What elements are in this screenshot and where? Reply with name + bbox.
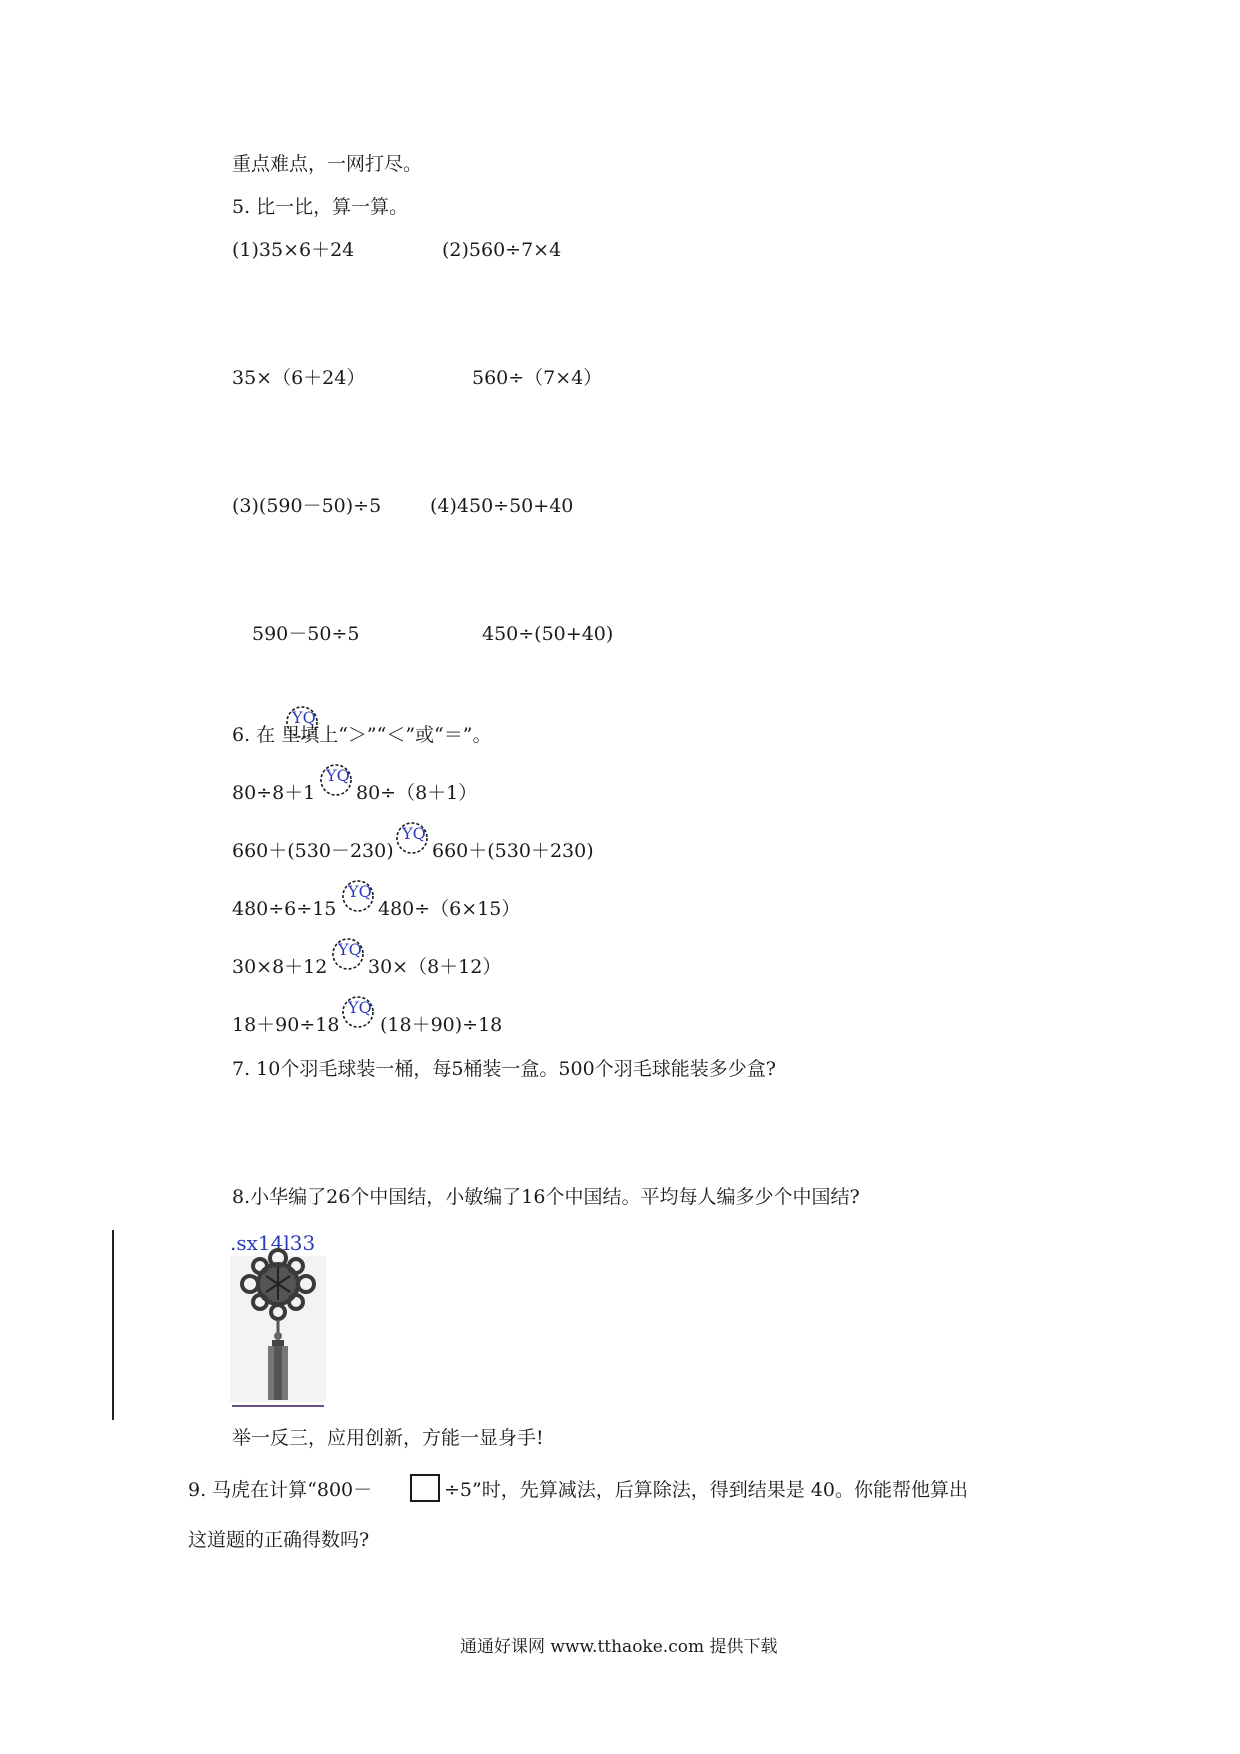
svg-text:YQ: YQ <box>348 882 372 901</box>
comparison-circle-icon <box>340 878 376 914</box>
q6-row-5-right: (18＋90)÷18 <box>380 1014 503 1036</box>
section-heading-application: 举一反三，应用创新，方能一显身手! <box>232 1427 544 1449</box>
q5-problem-3: (3)(590－50)÷5 <box>232 495 382 517</box>
q6-row-2-left: 660＋(530－230) <box>232 840 394 862</box>
q6-row-3-right: 480÷（6×15） <box>378 898 521 920</box>
q6-row-5-left: 18＋90÷18 <box>232 1014 340 1036</box>
q6-row-4-left: 30×8＋12 <box>232 956 328 978</box>
question-8-text: 8.小华编了26个中国结，小敏编了16个中国结。平均每人编多少个中国结? <box>232 1186 860 1208</box>
question-9-text-before-box: 9. 马虎在计算“800－ <box>188 1479 373 1501</box>
q5-problem-4b: 450÷(50+40) <box>482 623 614 645</box>
question-6-title: 6. 在 里填上“＞”“＜”或“＝”。 <box>232 724 492 746</box>
q6-row-1-left: 80÷8＋1 <box>232 782 316 804</box>
svg-text:YQ: YQ <box>402 824 426 843</box>
figure-caption: .sx14l33 <box>230 1231 316 1255</box>
q6-row-1-right: 80÷（8＋1） <box>356 782 478 804</box>
question-5-title: 5. 比一比，算一算。 <box>232 196 409 218</box>
q5-problem-1: (1)35×6＋24 <box>232 239 355 261</box>
svg-text:YQ: YQ <box>338 940 362 959</box>
q6-row-2-right: 660＋(530＋230) <box>432 840 594 862</box>
comparison-circle-icon <box>318 762 354 798</box>
question-9-line-2: 这道题的正确得数吗? <box>188 1529 370 1551</box>
section-heading-key-points: 重点难点，一网打尽。 <box>232 153 423 175</box>
question-9-text-after-box: ÷5”时，先算减法，后算除法，得到结果是 40。你能帮他算出 <box>444 1479 968 1501</box>
comparison-circle-icon <box>284 704 320 740</box>
svg-text:YQ: YQ <box>326 766 350 785</box>
comparison-circle-icon <box>330 936 366 972</box>
comparison-circle-icon <box>340 994 376 1030</box>
answer-box[interactable] <box>410 1474 440 1502</box>
figure-underline <box>232 1405 324 1407</box>
question-7-text: 7. 10个羽毛球装一桶，每5桶装一盒。500个羽毛球能装多少盒? <box>232 1058 776 1080</box>
q6-row-3-left: 480÷6÷15 <box>232 898 337 920</box>
footer-source: 通通好课网 www.tthaoke.com 提供下载 <box>460 1637 778 1657</box>
q6-row-4-right: 30×（8＋12） <box>368 956 502 978</box>
q5-problem-3b: 590－50÷5 <box>252 623 360 645</box>
margin-rule <box>112 1230 114 1420</box>
q5-problem-2b: 560÷（7×4） <box>472 367 603 389</box>
svg-text:YQ: YQ <box>348 998 372 1017</box>
comparison-circle-icon <box>394 820 430 856</box>
q5-problem-1b: 35×（6＋24） <box>232 367 366 389</box>
q5-problem-4: (4)450÷50+40 <box>430 495 574 517</box>
svg-text:YQ: YQ <box>292 708 316 727</box>
q5-problem-2: (2)560÷7×4 <box>442 239 562 261</box>
chinese-knot-image <box>230 1232 326 1402</box>
